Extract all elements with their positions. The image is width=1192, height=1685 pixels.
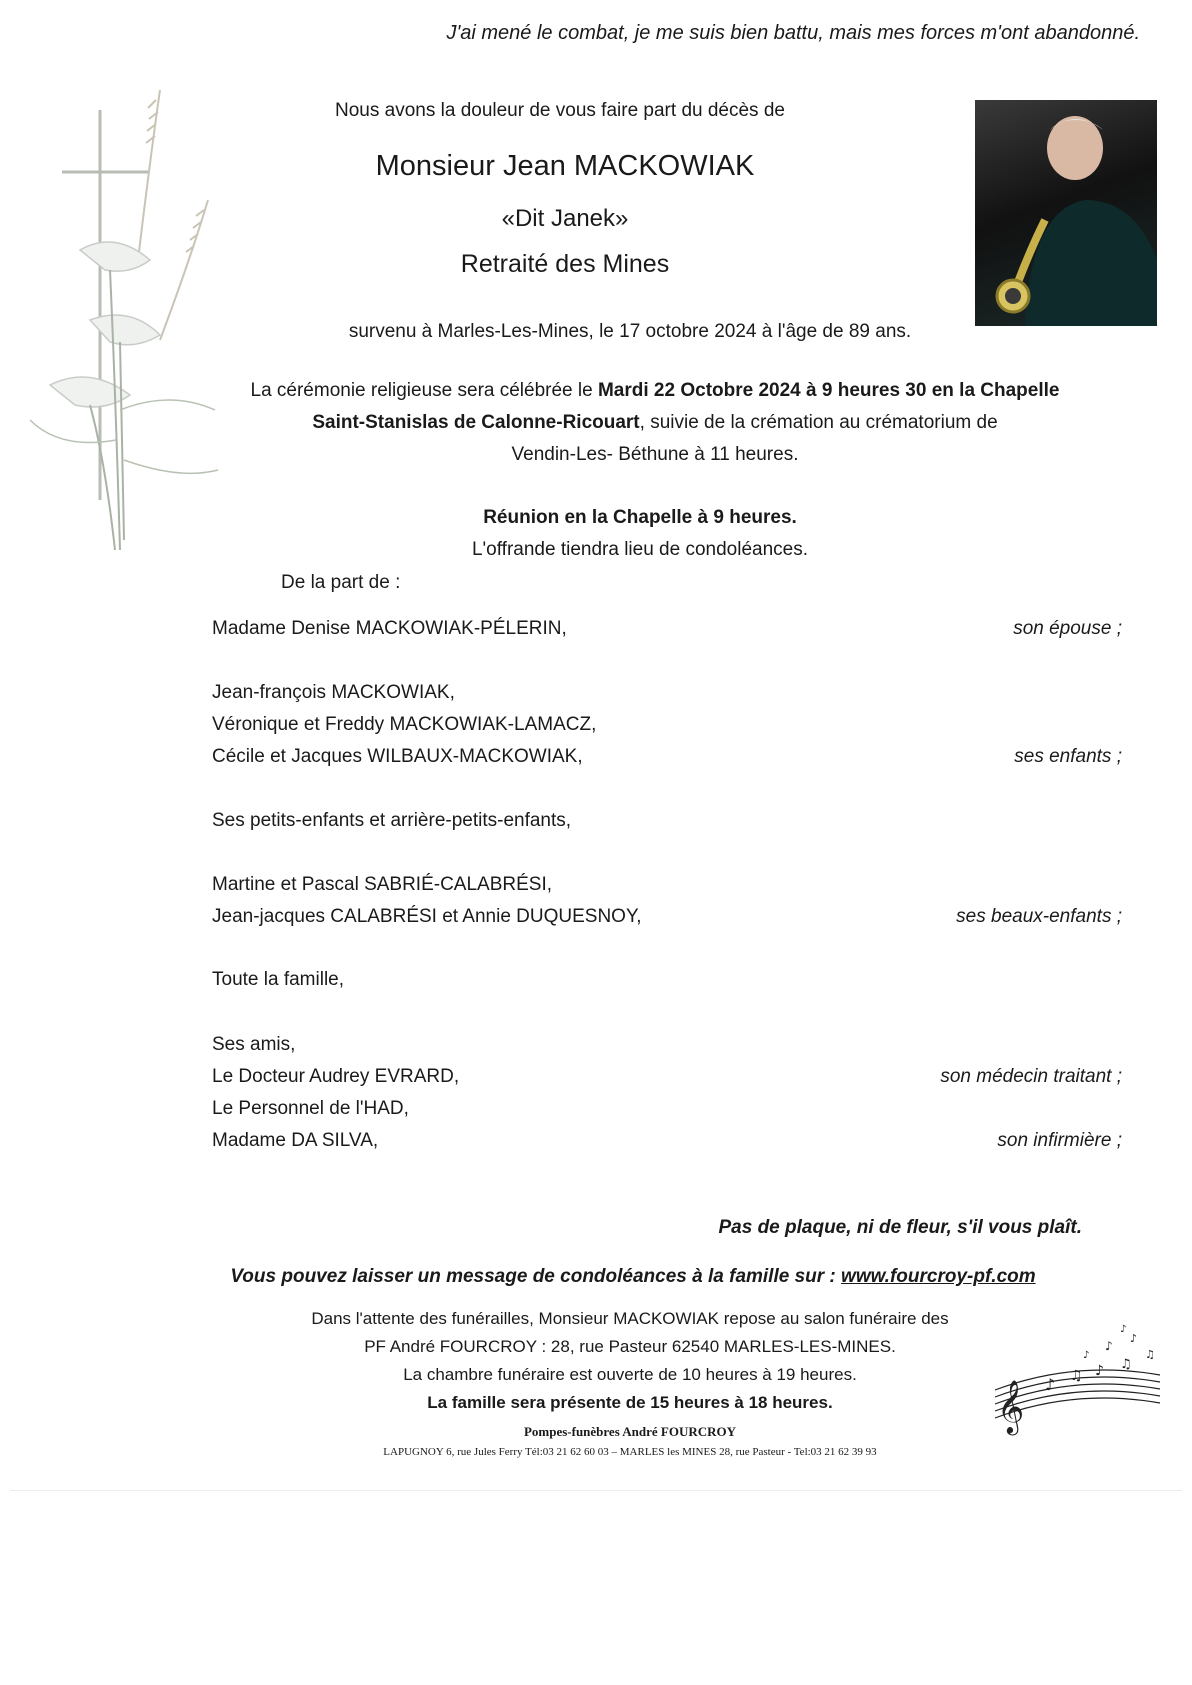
pf-info-line: La chambre funéraire est ouverte de 10 heures à 19 heures. bbox=[403, 1365, 857, 1384]
offrande-text: L'offrande tiendra lieu de condoléances. bbox=[471, 539, 809, 560]
svg-text:♪: ♪ bbox=[1120, 1324, 1127, 1335]
ceremony-text: La cérémonie religieuse sera célébrée le bbox=[250, 380, 598, 401]
family-child: Cécile et Jacques WILBAUX-MACKOWIAK, bbox=[212, 746, 583, 767]
pf-info-line: PF André FOURCROY : 28, rue Pasteur 62540 MARLES-LES-MINES. bbox=[364, 1337, 896, 1356]
no-flowers-notice: Pas de plaque, ni de fleur, s'il vous plaît. bbox=[718, 1217, 1082, 1238]
portrait-photo bbox=[975, 100, 1157, 326]
family-child: Jean-françois MACKOWIAK, bbox=[212, 682, 455, 703]
relation-stepchildren: ses beaux-enfants ; bbox=[956, 906, 1122, 927]
family-spouse: Madame Denise MACKOWIAK-PÉLERIN, bbox=[212, 618, 567, 639]
svg-text:♫: ♫ bbox=[1120, 1357, 1132, 1372]
ceremony-date: Mardi 22 Octobre 2024 à 9 heures 30 en la Chapelle bbox=[597, 380, 1060, 401]
family-stepchild: Jean-jacques CALABRÉSI et Annie DUQUESNOY, bbox=[212, 906, 642, 927]
deceased-profession: Retraité des Mines bbox=[460, 250, 670, 278]
company-address: LAPUGNOY 6, rue Jules Ferry Tél:03 21 62 60 03 – MARLES les MINES 28, rue Pasteur - Tel:03 21 62 39 93 bbox=[383, 1446, 877, 1458]
reunion-text: Réunion en la Chapelle à 9 heures. bbox=[483, 507, 797, 528]
family-stepchild: Martine et Pascal SABRIÉ-CALABRÉSI, bbox=[212, 874, 553, 895]
condolences-text: Vous pouvez laisser un message de condoléances à la famille sur : bbox=[230, 1266, 842, 1287]
svg-text:♪: ♪ bbox=[1083, 1350, 1090, 1361]
condolences-link[interactable]: www.fourcroy-pf.com bbox=[841, 1266, 1036, 1287]
family-had: Le Personnel de l'HAD, bbox=[212, 1098, 409, 1119]
svg-text:♪: ♪ bbox=[1045, 1375, 1056, 1394]
svg-text:♫: ♫ bbox=[1070, 1368, 1083, 1384]
condolences-message bbox=[203, 1266, 1063, 1288]
treble-clef-icon: 𝄞 bbox=[997, 1379, 1025, 1433]
lily-icon bbox=[30, 242, 218, 550]
family-grandchildren: Ses petits-enfants et arrière-petits-enfants, bbox=[212, 810, 572, 831]
ceremony-details bbox=[205, 375, 1105, 471]
ceremony-cremation-place: Vendin-Les- Béthune à 11 heures. bbox=[511, 444, 799, 465]
company-name: Pompes-funèbres André FOURCROY bbox=[523, 1424, 737, 1439]
ceremony-cremation: , suivie de la crémation au crématorium de bbox=[639, 412, 998, 433]
deceased-name: Monsieur Jean MACKOWIAK bbox=[375, 150, 755, 182]
intro-text: Nous avons la douleur de vous faire part du décès de bbox=[335, 100, 785, 121]
funeral-home-info bbox=[250, 1305, 1010, 1417]
de-la-part-heading: De la part de : bbox=[281, 572, 401, 593]
page-bottom-rule bbox=[10, 1490, 1182, 1491]
relation-children: ses enfants ; bbox=[1014, 746, 1122, 767]
family-child: Véronique et Freddy MACKOWIAK-LAMACZ, bbox=[212, 714, 597, 735]
pf-info-family-presence: La famille sera présente de 15 heures à 18 heures. bbox=[427, 1393, 833, 1412]
death-notice: survenu à Marles-Les-Mines, le 17 octobre 2024 à l'âge de 89 ans. bbox=[348, 321, 912, 342]
svg-text:♪: ♪ bbox=[1095, 1363, 1104, 1379]
family-friends: Ses amis, bbox=[212, 1034, 296, 1055]
epigraph: J'ai mené le combat, je me suis bien battu, mais mes forces m'ont abandonné. bbox=[446, 22, 1140, 44]
saxophone-player-image bbox=[975, 100, 1157, 326]
pf-info-line: Dans l'attente des funérailles, Monsieur MACKOWIAK repose au salon funéraire des bbox=[311, 1309, 949, 1328]
family-nurse: Madame DA SILVA, bbox=[212, 1130, 379, 1151]
svg-text:♪: ♪ bbox=[1130, 1332, 1138, 1345]
cross-lily-decoration bbox=[20, 80, 220, 560]
family-doctor: Le Docteur Audrey EVRARD, bbox=[212, 1066, 460, 1087]
svg-text:♪: ♪ bbox=[1105, 1339, 1113, 1353]
music-notes-decoration bbox=[985, 1320, 1165, 1440]
deceased-nickname: «Dit Janek» bbox=[501, 205, 629, 232]
ceremony-chapel: Saint-Stanislas de Calonne-Ricouart bbox=[312, 412, 640, 433]
relation-nurse: son infirmière ; bbox=[997, 1130, 1122, 1151]
family-all: Toute la famille, bbox=[212, 969, 345, 990]
reunion-block bbox=[380, 502, 900, 566]
relation-doctor: son médecin traitant ; bbox=[940, 1066, 1122, 1087]
wheat-icon bbox=[138, 90, 208, 340]
relation-spouse: son épouse ; bbox=[1013, 618, 1122, 639]
svg-text:♫: ♫ bbox=[1145, 1348, 1155, 1361]
